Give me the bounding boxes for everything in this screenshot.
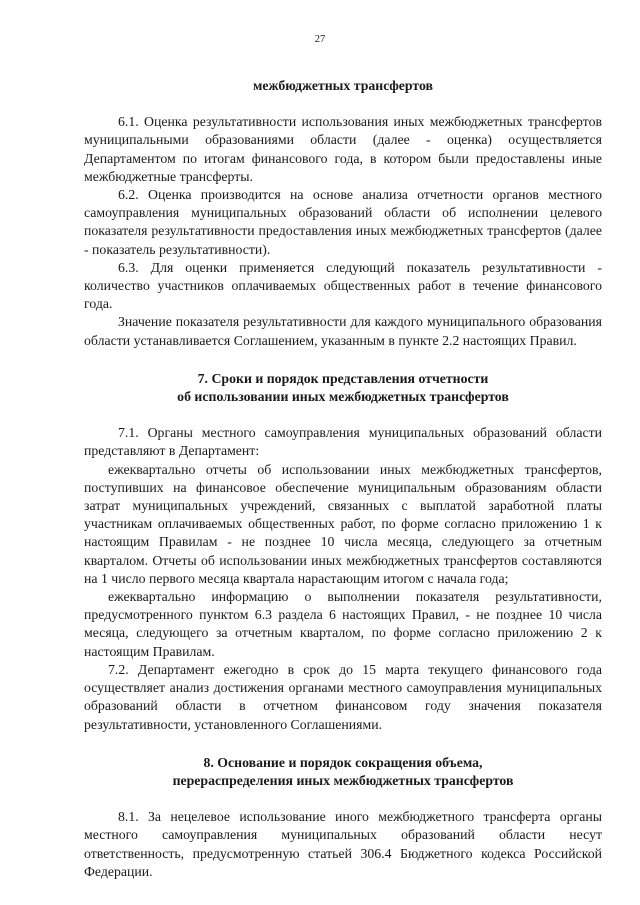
section-6-title-continuation: межбюджетных трансфертов: [253, 78, 433, 93]
paragraph-6-2: 6.2. Оценка производится на основе анализа отчетности органов местного самоуправления муниципальных образований области об исполнении целевого показателя результативности предоставления иных межбюджетных трансфертов (далее - показатель результативности).: [84, 187, 602, 257]
section-8-title-line-2: перераспределения иных межбюджетных трансфертов: [172, 772, 514, 788]
paragraph-7-1-quarterly-reports: ежеквартально отчеты об использовании иных межбюджетных трансфертов, поступивших на финансовое обеспечение муниципальным образованиям области затрат муниципальных учреждений, связанных с выплатой заработной платы участникам оплачиваемых общественных работ, по форме согласно приложению 1 к настоящим Правилам - не позднее 10 числа месяца, следующего за отчетным кварталом. Отчеты об использовании иных межбюджетных трансфертов составляются на 1 число первого месяца квартала нарастающим итогом с начала года;: [84, 461, 602, 586]
section-8-title-line-1: 8. Основание и порядок сокращения объема,: [203, 754, 483, 770]
paragraph-6-3: 6.3. Для оценки применяется следующий показатель результативности - количество участников оплачиваемых общественных работ в течение финансового года.: [84, 259, 602, 312]
paragraph-7-1-quarterly-indicator: ежеквартально информацию о выполнении показателя результативности, предусмотренного пунктом 6.3 раздела 6 настоящих Правил, - не позднее 10 числа месяца, следующего за отчетным кварталом, по форме согласно приложению 2 к настоящим Правилам.: [84, 589, 602, 659]
paragraph-7-1: 7.1. Органы местного самоуправления муниципальных образований области представляют в Департамент:: [84, 425, 602, 459]
section-7-title-line-2: об использовании иных межбюджетных трансфертов: [177, 389, 509, 405]
page-number: 27: [314, 34, 326, 45]
section-7-title-line-1: 7. Сроки и порядок представления отчетности: [197, 370, 489, 386]
paragraph-6-1: 6.1. Оценка результативности использования иных межбюджетных трансфертов муниципальными образованиями области (далее - оценка) осуществляется Департаментом по итогам финансового года, в котором были предоставлены иные межбюджетные трансферты.: [84, 114, 602, 184]
paragraph-8-1: 8.1. За нецелевое использование иного межбюджетного трансферта органы местного самоуправления муниципальных образований области несут ответственность, предусмотренную статьей 306.4 Бюджетного кодекса Российской Федерации.: [84, 809, 602, 879]
paragraph-7-2: 7.2. Департамент ежегодно в срок до 15 марта текущего финансового года осуществляет анализ достижения органами местного самоуправления муниципальных образований области в отчетном финансовом году значения показателя результативности, установленного Соглашениями.: [84, 661, 602, 732]
paragraph-indicator-value: Значение показателя результативности для каждого муниципального образования области устанавливается Соглашением, указанным в пункте 2.2 настоящих Правил.: [84, 314, 602, 348]
document-body: [84, 77, 602, 881]
